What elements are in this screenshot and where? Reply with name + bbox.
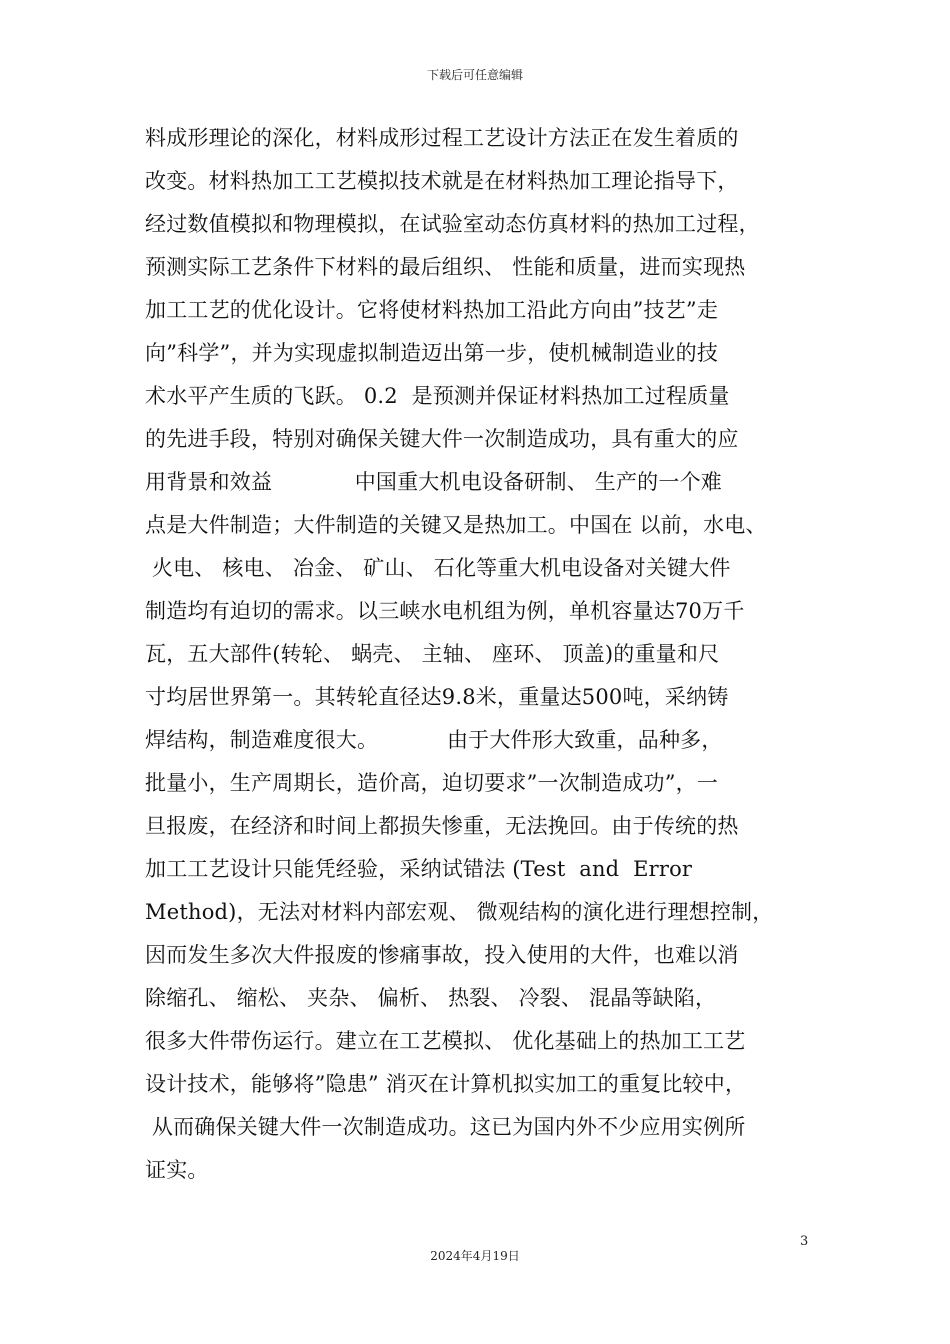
text-line: 焊结构，制造难度很大。 由于大件形大致重，品种多， xyxy=(145,728,723,752)
text-line: 除缩孔、 缩松、 夹杂、 偏析、 热裂、 冷裂、 混晶等缺陷， xyxy=(145,986,717,1010)
text-line: 证实。 xyxy=(145,1158,209,1182)
text-line: 改变。材料热加工工艺模拟技术就是在材料热加工理论指导下， xyxy=(145,169,739,193)
text-line: 寸均居世界第一。其转轮直径达9.8米，重量达500吨，采纳铸 xyxy=(145,685,729,709)
text-line: 加工工艺的优化设计。它将使材料热加工沿此方向由”技艺”走 xyxy=(145,298,719,322)
page-header: 下载后可任意编辑 xyxy=(426,68,523,82)
text-line: 经过数值模拟和物理模拟，在试验室动态仿真材料的热加工过程， xyxy=(145,212,760,236)
text-line: 向”科学”，并为实现虚拟制造迈出第一步，使机械制造业的技 xyxy=(145,341,719,365)
text-line: 瓦，五大部件(转轮、 蜗壳、 主轴、 座环、 顶盖)的重量和尺 xyxy=(145,642,720,666)
text-line: 从而确保关键大件一次制造成功。这已为国内外不少应用实例所 xyxy=(145,1115,746,1139)
text-line: 的先进手段，特别对确保关键大件一次制造成功，具有重大的应 xyxy=(145,427,739,451)
text-line: 很多大件带伤运行。建立在工艺模拟、 优化基础上的热加工工艺 xyxy=(145,1029,746,1053)
text-line: 预测实际工艺条件下材料的最后组织、 性能和质量，进而实现热 xyxy=(145,255,746,279)
text-line: 火电、 核电、 冶金、 矿山、 石化等重大机电设备对关键大件 xyxy=(145,556,731,580)
text-line: 因而发生多次大件报废的惨痛事故，投入使用的大件，也难以消 xyxy=(145,943,739,967)
page-number: 3 xyxy=(800,1234,809,1249)
text-line: 加工工艺设计只能凭经验，采纳试错法 (Test and Error xyxy=(145,857,693,881)
text-line: Method)，无法对材料内部宏观、 微观结构的演化进行理想控制， xyxy=(145,900,774,924)
text-line: 批量小，生产周期长，造价高，迫切要求”一次制造成功”，一 xyxy=(145,771,719,795)
footer-date: 2024年4月19日 xyxy=(430,1249,520,1263)
text-line: 旦报废，在经济和时间上都损失惨重，无法挽回。由于传统的热 xyxy=(145,814,739,838)
text-line: 设计技术，能够将”隐患” 消灭在计算机拟实加工的重复比较中， xyxy=(145,1072,747,1096)
text-line: 术水平产生质的飞跃。 0.2 是预测并保证材料热加工过程质量 xyxy=(145,384,730,408)
text-line: 制造均有迫切的需求。以三峡水电机组为例，单机容量达70万千 xyxy=(145,599,745,623)
text-line: 用背景和效益 中国重大机电设备研制、 生产的一个难 xyxy=(145,470,722,494)
text-line: 料成形理论的深化，材料成形过程工艺设计方法正在发生着质的 xyxy=(145,126,739,150)
text-line: 点是大件制造；大件制造的关键又是热加工。中国在 以前，水电、 xyxy=(145,513,767,537)
